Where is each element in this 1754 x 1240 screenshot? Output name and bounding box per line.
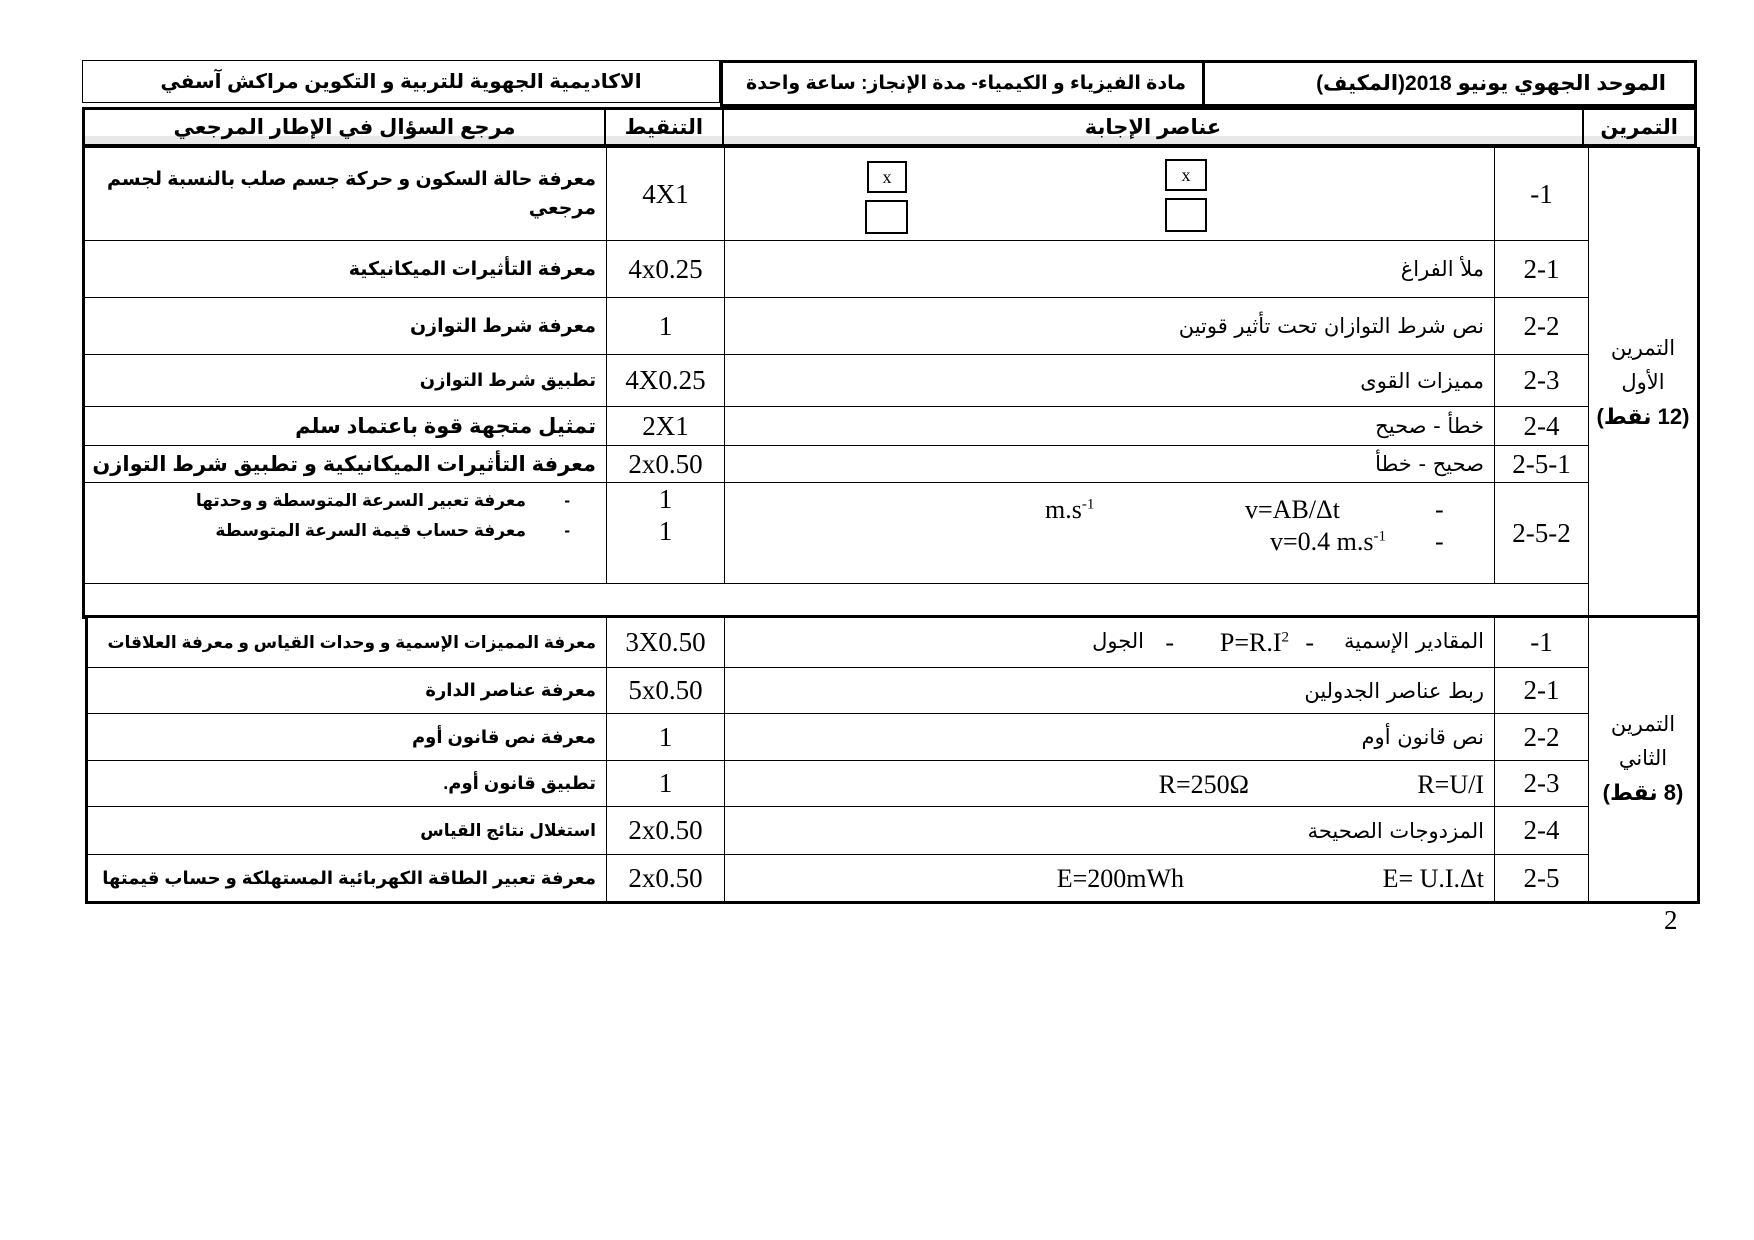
points-cell: 4X0.25	[607, 355, 725, 407]
points-cell: 1	[607, 298, 725, 355]
reference-cell: معرفة حالة السكون و حركة جسم صلب بالنسبة لجسم مرجعي	[84, 148, 607, 241]
question-number: -1	[1495, 148, 1589, 241]
points-b: 1	[658, 516, 673, 546]
col-exercise-header: التمرين	[1584, 110, 1694, 144]
reference-cell: معرفة نص قانون أوم	[87, 714, 607, 761]
reference-line-b: معرفة حساب قيمة السرعة المتوسطة	[215, 521, 526, 540]
reference-cell: تطبيق قانون أوم.	[87, 761, 607, 807]
question-number: 2-5	[1495, 855, 1589, 903]
exercise2-title-line2: الثاني	[1618, 747, 1668, 770]
points-cell: 2x0.50	[607, 807, 725, 855]
answer-cell	[725, 617, 1495, 668]
table-row	[87, 617, 1699, 668]
table-row	[84, 148, 1699, 241]
table-row	[84, 298, 1699, 355]
answer-formula-b: E=200mWh	[1056, 864, 1184, 893]
academy-name: الاكاديمية الجهوية للتربية و التكوين مراكش آسفي	[82, 60, 720, 103]
points-cell: 2X1	[607, 407, 725, 446]
formula-a: v=AB/Δt	[1245, 495, 1340, 524]
answer-cell: مميزات القوى	[725, 355, 1495, 407]
question-number: 2-2	[1495, 714, 1589, 761]
reference-line-a: معرفة تعبير السرعة المتوسطة و وحدتها	[195, 491, 526, 510]
column-header-bar	[82, 107, 1697, 147]
answer-cell: المزدوجات الصحيحة	[725, 807, 1495, 855]
points-cell: 2x0.50	[607, 855, 725, 903]
question-number: 2-2	[1495, 298, 1589, 355]
points-cell	[607, 483, 725, 584]
formula-b: v=0.4 $m.s^{-1}$	[1270, 527, 1387, 556]
answer-text: المقادير الإسمية	[1344, 629, 1484, 653]
reference-cell: معرفة شرط التوازن	[84, 298, 607, 355]
exercise1-table	[82, 147, 1700, 619]
answer-cell: صحيح - خطأ	[725, 446, 1495, 483]
table-row	[84, 241, 1699, 298]
exercise1-points: (12 نقط)	[1596, 403, 1690, 429]
reference-cell: تمثيل متجهة قوة باعتماد سلم	[84, 407, 607, 446]
spacer-row	[84, 584, 1699, 619]
bullet-dash: -	[564, 521, 570, 540]
answer-checkboxes-cell	[725, 148, 1495, 241]
unit-a: $m.s^{-1}$	[1045, 495, 1095, 524]
checkbox-checked: x	[867, 161, 907, 193]
bullet-dash: -	[564, 491, 570, 510]
question-number: 2-4	[1495, 407, 1589, 446]
points-cell: 4x0.25	[607, 241, 725, 298]
checkbox-empty	[1165, 198, 1207, 232]
checkbox-empty	[865, 200, 908, 234]
points-cell: 1	[607, 714, 725, 761]
table-row	[87, 761, 1699, 807]
question-number: 2-1	[1495, 668, 1589, 714]
answer-formula: $P=R.I^2$	[1219, 628, 1289, 657]
answer-cell: نص قانون أوم	[725, 714, 1495, 761]
answer-cell	[725, 761, 1495, 807]
exercise2-label	[1589, 617, 1699, 903]
answer-cell: نص شرط التوازان تحت تأثير قوتين	[725, 298, 1495, 355]
exercise2-table	[85, 615, 1700, 904]
col-reference-header: مرجع السؤال في الإطار المرجعي	[85, 110, 606, 144]
bullet-dash: -	[1435, 495, 1444, 524]
reference-cell: معرفة عناصر الدارة	[87, 668, 607, 714]
question-number: 2-3	[1495, 761, 1589, 807]
table-row	[84, 446, 1699, 483]
points-cell: 4X1	[607, 148, 725, 241]
answer-formula-a: R=U/I	[1417, 770, 1484, 799]
reference-cell: استغلال نتائج القياس	[87, 807, 607, 855]
table-row	[84, 355, 1699, 407]
exercise2-title-line1: التمرين	[1610, 713, 1676, 736]
exam-title: الموحد الجهوي يونيو 2018(المكيف)	[1202, 63, 1694, 104]
header	[82, 60, 1697, 107]
answer-cell: ملأ الفراغ	[725, 241, 1495, 298]
subject-duration: مادة الفيزياء و الكيمياء- مدة الإنجاز: ساعة واحدة	[746, 73, 1186, 94]
answer-formula-b: R=250Ω	[1158, 770, 1249, 799]
reference-cell: معرفة التأثيرات الميكانيكية و تطبيق شرط التوازن	[84, 446, 607, 483]
table-row	[87, 855, 1699, 903]
question-number: -1	[1495, 617, 1589, 668]
answer-cell: ربط عناصر الجدولين	[725, 668, 1495, 714]
exercise1-label	[1589, 148, 1699, 619]
points-cell: 5x0.50	[607, 668, 725, 714]
reference-cell: تطبيق شرط التوازن	[84, 355, 607, 407]
answer-cell: خطأ - صحيح	[725, 407, 1495, 446]
page-number: 2	[1664, 905, 1678, 935]
reference-cell: معرفة تعبير الطاقة الكهربائية المستهلكة و حساب قيمتها	[87, 855, 607, 903]
reference-cell: معرفة المميزات الإسمية و وحدات القياس و معرفة العلاقات	[87, 617, 607, 668]
table-row	[87, 714, 1699, 761]
question-number: 2-4	[1495, 807, 1589, 855]
points-cell: 3X0.50	[607, 617, 725, 668]
points-a: 1	[658, 484, 673, 514]
bullet-dash: -	[1165, 628, 1174, 657]
exercise2-points: (8 نقط)	[1602, 780, 1684, 805]
question-number: 2-5-1	[1495, 446, 1589, 483]
question-number: 2-1	[1495, 241, 1589, 298]
question-number: 2-5-2	[1495, 483, 1589, 584]
spacer	[84, 584, 1589, 619]
bullet-dash: -	[1435, 527, 1444, 556]
col-points-header: التنقيط	[606, 110, 724, 144]
answer-cell	[725, 855, 1495, 903]
exercise1-title-line2: الأول	[1621, 370, 1665, 394]
col-answer-header: عناصر الإجابة	[724, 110, 1585, 144]
exam-info	[720, 60, 1697, 107]
bullet-dash: -	[1305, 628, 1314, 657]
table-row	[87, 668, 1699, 714]
points-cell: 2x0.50	[607, 446, 725, 483]
checkbox-checked: x	[1165, 159, 1207, 191]
reference-cell	[84, 483, 607, 584]
table-row	[87, 807, 1699, 855]
table-row	[84, 407, 1699, 446]
points-cell: 1	[607, 761, 725, 807]
exercise1-title-line1: التمرين	[1610, 336, 1676, 360]
answer-tail: الجول	[1092, 629, 1144, 653]
answer-formula-a: E= U.I.Δt	[1382, 864, 1484, 893]
question-number: 2-3	[1495, 355, 1589, 407]
table-row	[84, 483, 1699, 584]
reference-cell: معرفة التأثيرات الميكانيكية	[84, 241, 607, 298]
answer-cell	[725, 483, 1495, 584]
